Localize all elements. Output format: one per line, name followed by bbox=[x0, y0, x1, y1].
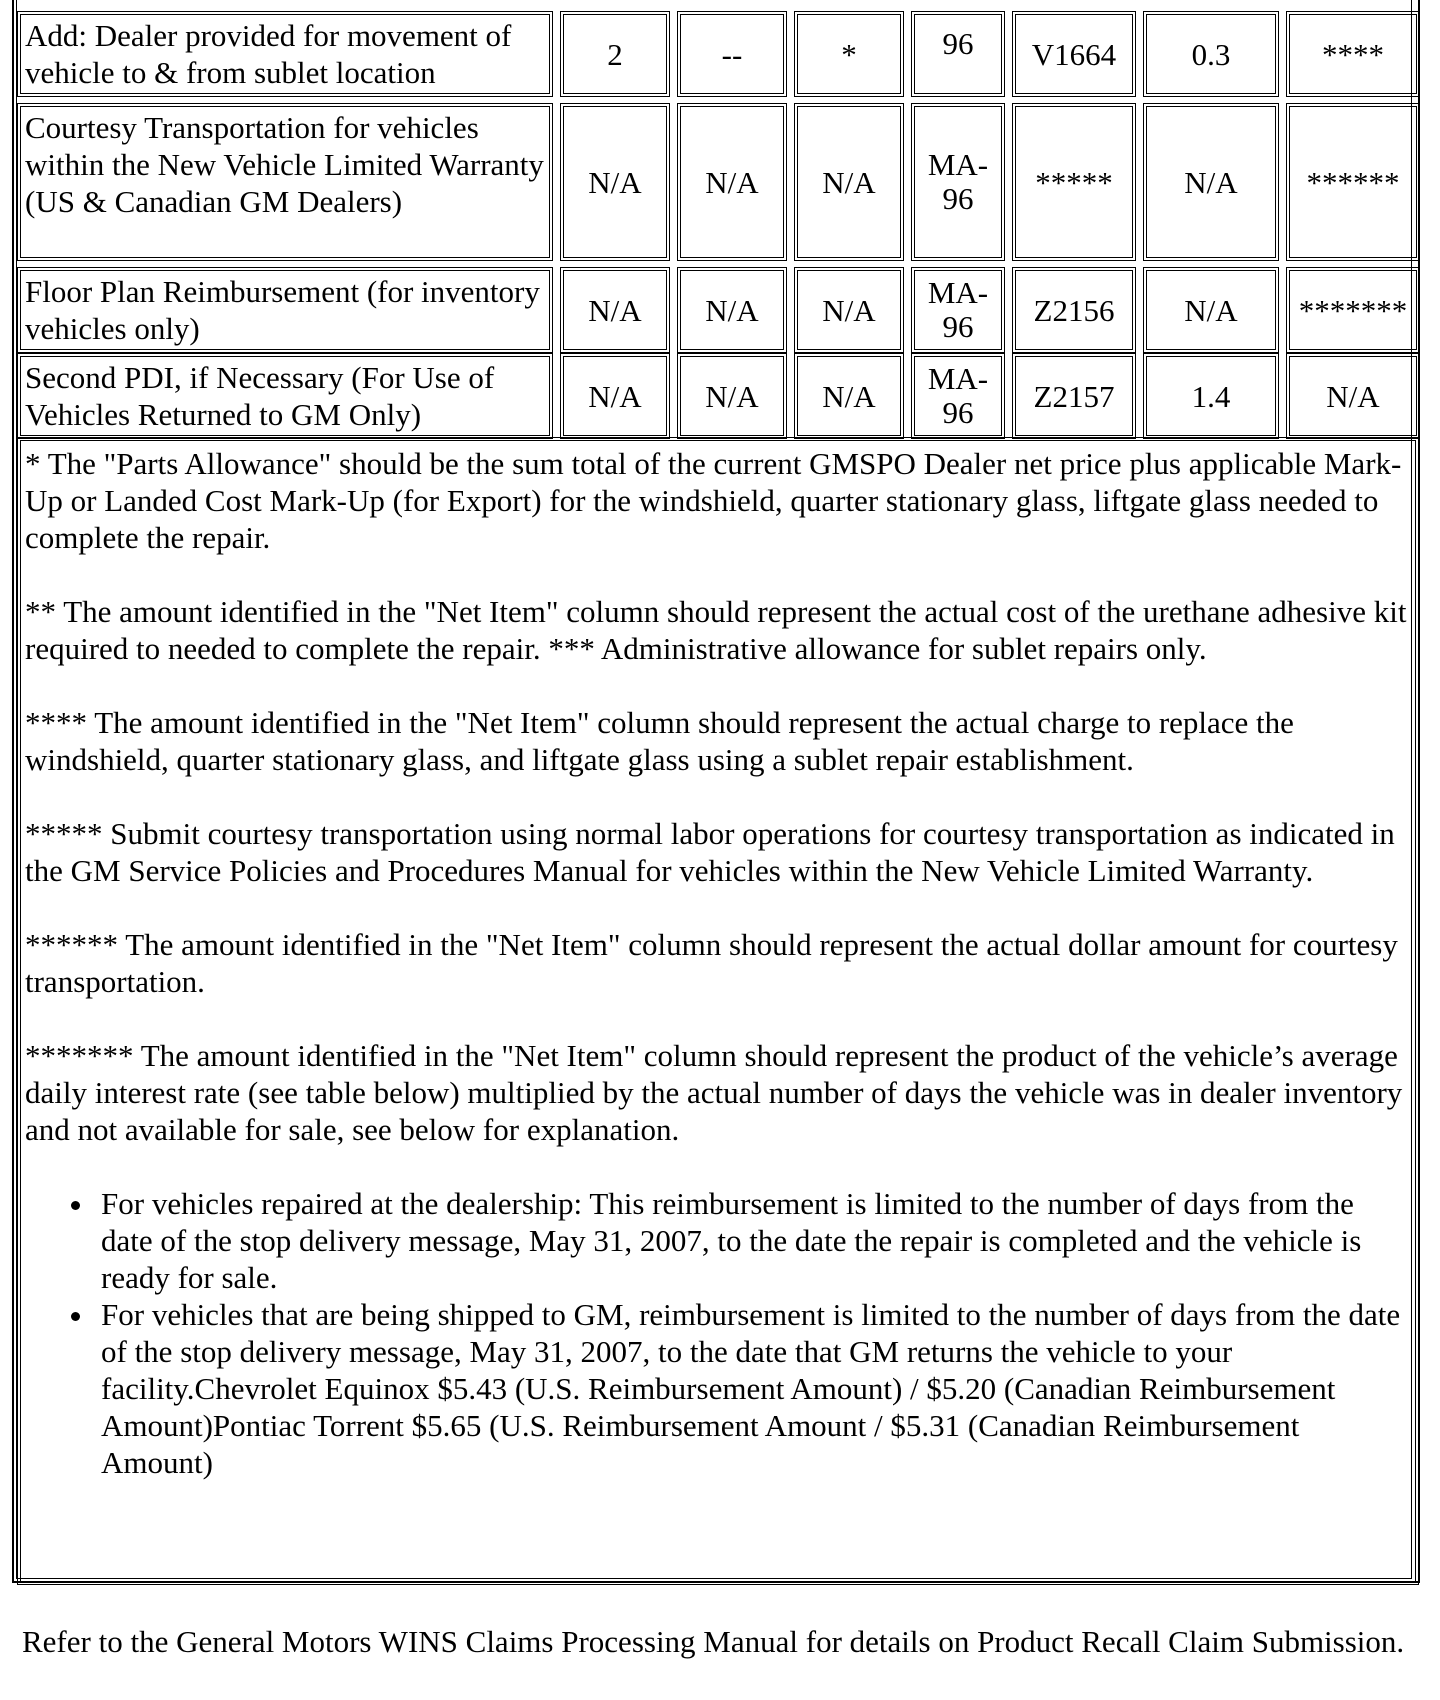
footer-note: Refer to the General Motors WINS Claims Processing Manual for details on Product Recall Claim Submission. bbox=[22, 1624, 1405, 1659]
note-floor-plan: ******* The amount identified in the "Net Item" column should represent the product of the vehicle’s average daily interest rate (see table below) multiplied by the actual number of days the vehicle was in dealer inventory and not available for sale, see below for explanation. bbox=[25, 1038, 1403, 1147]
cell-col5-line2: 96 bbox=[942, 181, 974, 216]
cell-col8: ****** bbox=[1289, 106, 1417, 258]
note-courtesy-transport-amount: ****** The amount identified in the "Net Item" column should represent the actual dollar amount for courtesy transportation. bbox=[25, 927, 1398, 999]
cell-col4: N/A bbox=[797, 106, 901, 258]
row-description: Floor Plan Reimbursement (for inventory vehicles only) bbox=[20, 270, 550, 350]
cell-col6: Z2157 bbox=[1015, 356, 1133, 436]
cell-col2: 2 bbox=[563, 14, 667, 94]
cell-col7: 1.4 bbox=[1146, 356, 1276, 436]
cell-col4: * bbox=[797, 14, 901, 94]
note-sublet-charge: **** The amount identified in the "Net Item" column should represent the actual charge to replace the windshield, quarter stationary glass, and liftgate glass using a sublet repair establishment. bbox=[25, 705, 1294, 777]
cell-col4: N/A bbox=[797, 270, 901, 350]
note-courtesy-transport-labor: ***** Submit courtesy transportation using normal labor operations for courtesy transportation as indicated in the GM Service Policies and Procedures Manual for vehicles within the New Vehicle Limited Warranty. bbox=[25, 816, 1395, 888]
cell-col6: V1664 bbox=[1015, 14, 1133, 94]
row-description: Add: Dealer provided for movement of vehicle to & from sublet location bbox=[20, 14, 550, 94]
cell-col2: N/A bbox=[563, 270, 667, 350]
row-description: Second PDI, if Necessary (For Use of Vehicles Returned to GM Only) bbox=[20, 356, 550, 436]
cell-col5-line2: 96 bbox=[942, 395, 974, 430]
cell-col6: Z2156 bbox=[1015, 270, 1133, 350]
cell-col5-line1: MA- bbox=[927, 361, 989, 396]
cell-col6: ***** bbox=[1015, 106, 1133, 258]
cell-col4: N/A bbox=[797, 356, 901, 436]
note-urethane-kit: ** The amount identified in the "Net Item" column should represent the actual cost of the urethane adhesive kit required to needed to complete the repair. *** Administrative allowance for sublet repairs only. bbox=[25, 594, 1407, 666]
cell-col8: N/A bbox=[1289, 356, 1417, 436]
cell-col5-line1: MA- bbox=[927, 147, 989, 182]
cell-col7: 0.3 bbox=[1146, 14, 1276, 94]
cell-col5 bbox=[914, 14, 1002, 94]
cell-col3: N/A bbox=[680, 270, 784, 350]
cell-col5 bbox=[914, 356, 1002, 436]
cell-col3: N/A bbox=[680, 356, 784, 436]
cell-col7: N/A bbox=[1146, 106, 1276, 258]
cell-col5-text: 96 bbox=[942, 26, 974, 61]
cell-col8: ******* bbox=[1289, 270, 1417, 350]
cell-col8: **** bbox=[1289, 14, 1417, 94]
notes-cell bbox=[20, 440, 1416, 1582]
cell-col2: N/A bbox=[563, 356, 667, 436]
cell-col5-line1: MA- bbox=[927, 275, 989, 310]
cell-col3: N/A bbox=[680, 106, 784, 258]
list-item: For vehicles that are being shipped to GM, reimbursement is limited to the number of days from the date of the stop delivery message, May 31, 2007, to the date that GM returns the vehicle to your facility.Chevrolet Equinox $5.43 (U.S. Reimbursement Amount) / $5.20 (Canadian Reimbursement Amount)Pontiac Torrent $5.65 (U.S. Reimbursement Amount / $5.31 (Canadian Reimbursement Amount) bbox=[101, 1296, 1409, 1481]
note-parts-allowance: * The "Parts Allowance" should be the sum total of the current GMSPO Dealer net price plus applicable Mark-Up or Landed Cost Mark-Up (for Export) for the windshield, quarter stationary glass, liftgate glass needed to complete the repair. bbox=[25, 446, 1402, 555]
cell-col3: -- bbox=[680, 14, 784, 94]
cell-col5 bbox=[914, 106, 1002, 258]
cell-col2: N/A bbox=[563, 106, 667, 258]
cell-col5-line2: 96 bbox=[942, 309, 974, 344]
cell-col7: N/A bbox=[1146, 270, 1276, 350]
floor-plan-bullet-list bbox=[25, 1185, 1409, 1481]
row-description: Courtesy Transportation for vehicles within the New Vehicle Limited Warranty (US & Canadian GM Dealers) bbox=[20, 106, 550, 258]
list-item: For vehicles repaired at the dealership: This reimbursement is limited to the number of days from the date of the stop delivery message, May 31, 2007, to the date the repair is completed and the vehicle is ready for sale. bbox=[101, 1185, 1409, 1296]
cell-col5 bbox=[914, 270, 1002, 350]
